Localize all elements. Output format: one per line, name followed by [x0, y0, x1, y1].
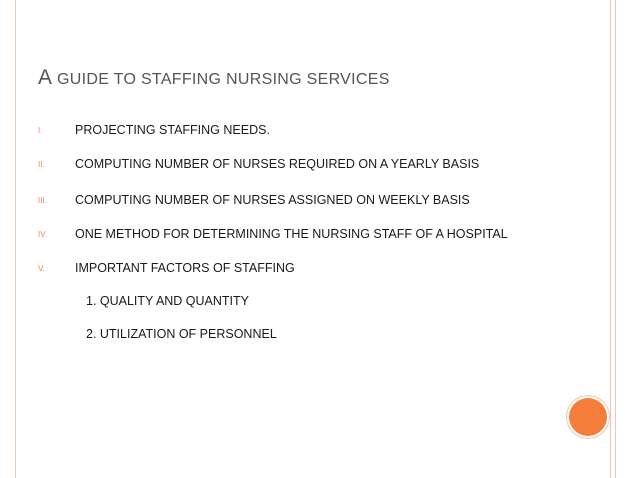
right-border-line-outer	[610, 0, 611, 478]
list-item-numeral: IV.	[38, 230, 48, 239]
list-item-text: COMPUTING NUMBER OF NURSES ASSIGNED ON WEEKLY BASIS	[75, 193, 470, 207]
list-item-numeral: V.	[38, 264, 45, 273]
title-initial: A	[38, 66, 53, 89]
title-rest: GUIDE TO STAFFING NURSING SERVICES	[52, 71, 390, 88]
list-item-text: IMPORTANT FACTORS OF STAFFING	[75, 261, 295, 275]
right-border-line-inner	[615, 0, 616, 478]
sub-item: 1. QUALITY AND QUANTITY	[86, 294, 250, 308]
list-item-text: PROJECTING STAFFING NEEDS.	[75, 123, 270, 137]
slide-title	[38, 66, 390, 90]
sub-item: 2. UTILIZATION OF PERSONNEL	[86, 327, 277, 341]
decorative-circle	[569, 398, 607, 436]
list-item-numeral: I.	[38, 126, 43, 135]
list-item-numeral: III.	[38, 196, 47, 205]
list-item-numeral: II.	[38, 160, 45, 169]
list-item-text: ONE METHOD FOR DETERMINING THE NURSING STAFF OF A HOSPITAL	[75, 227, 508, 241]
left-border-line	[15, 0, 16, 478]
list-item-text: COMPUTING NUMBER OF NURSES REQUIRED ON A YEARLY BASIS	[75, 157, 480, 171]
